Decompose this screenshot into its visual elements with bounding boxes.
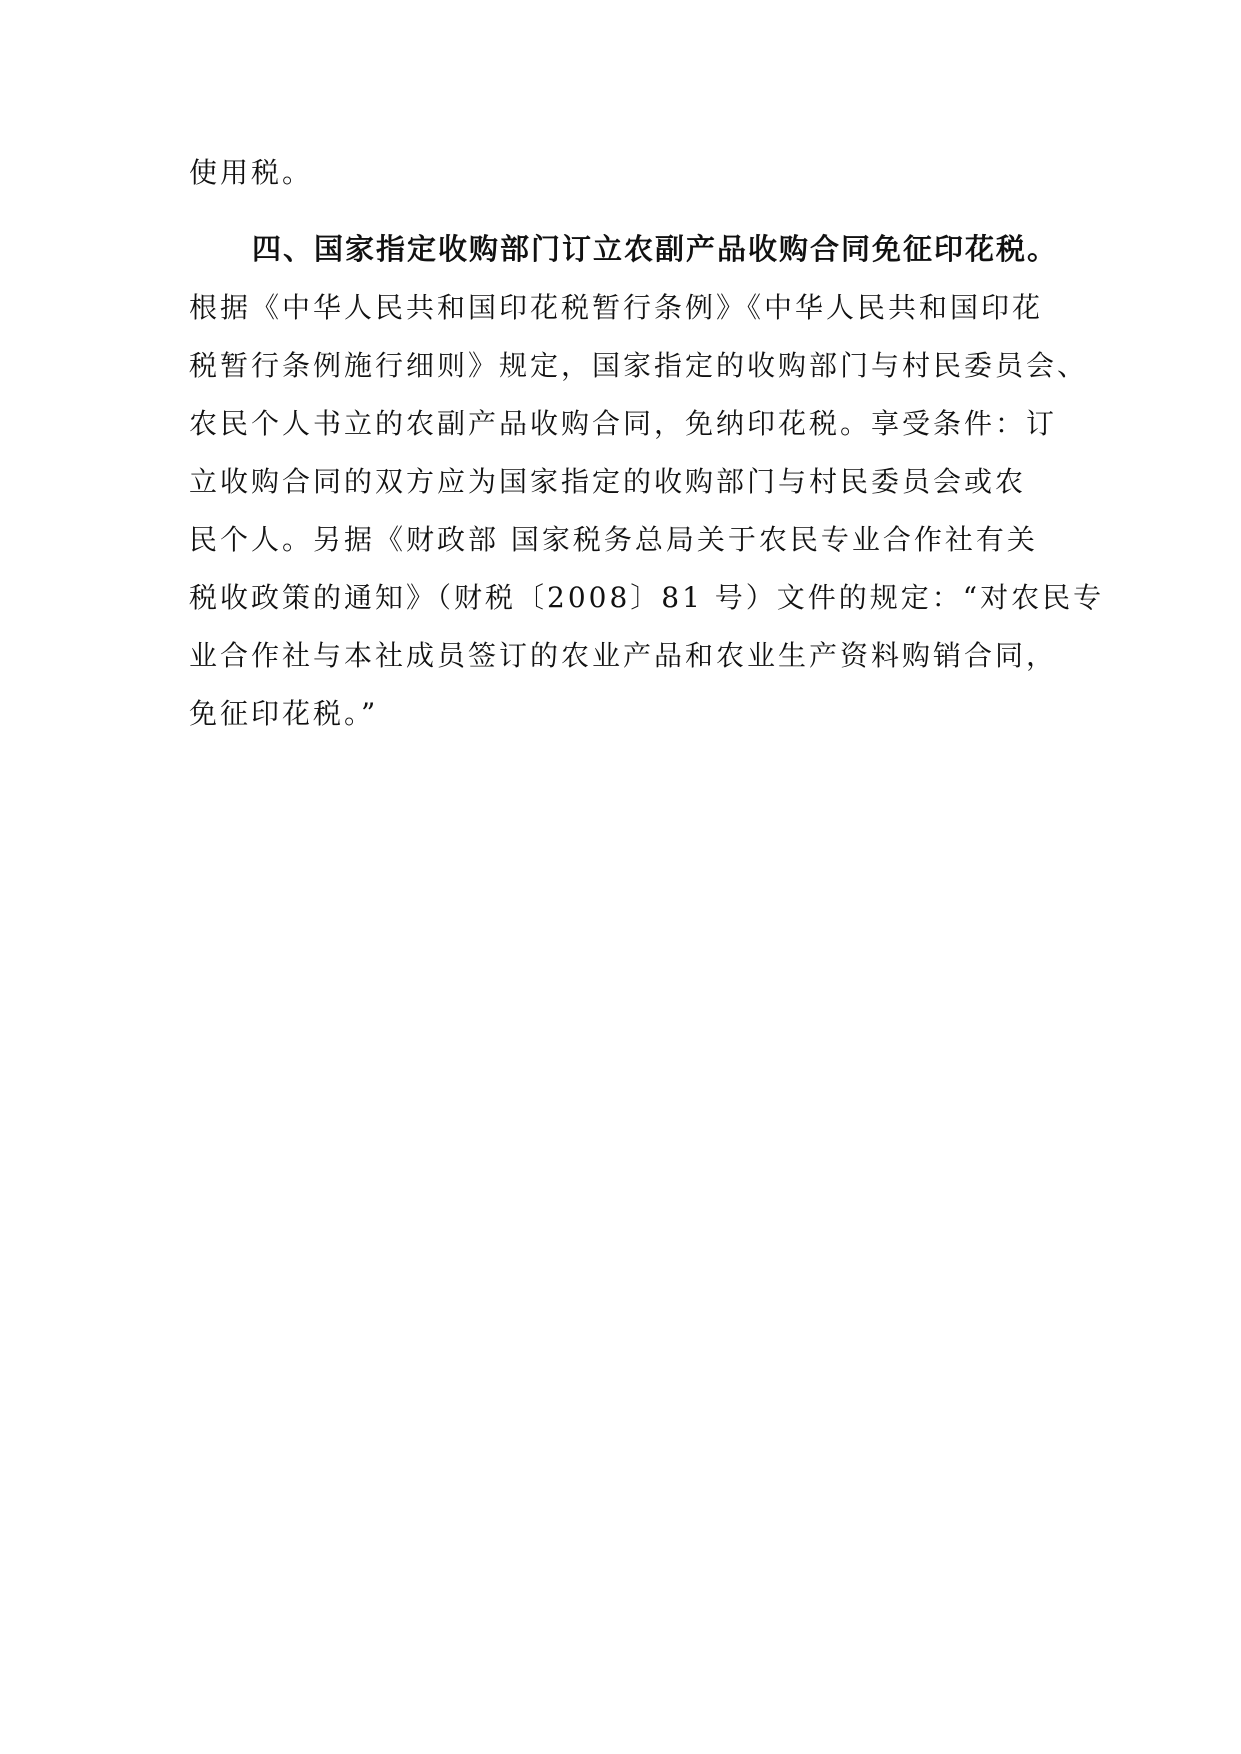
continued-text-line: 使用税。 [189,156,314,189]
body-line-3: 农民个人书立的农副产品收购合同，免纳印花税。享受条件：订 [189,407,1058,440]
body-line-2: 税暂行条例施行细则》规定，国家指定的收购部门与村民委员会、 [189,349,1089,382]
body-line-4: 立收购合同的双方应为国家指定的收购部门与村民委员会或农 [189,465,1027,498]
body-line-8: 免征印花税。” [189,697,379,730]
body-line-6: 税收政策的通知》（财税〔2008〕81 号）文件的规定：“对农民专 [189,581,1105,614]
body-line-1: 根据《中华人民共和国印花税暂行条例》《中华人民共和国印花 [189,291,1044,324]
body-line-5: 民个人。另据《财政部 国家税务总局关于农民专业合作社有关 [189,523,1038,556]
body-line-7: 业合作社与本社成员签订的农业产品和农业生产资料购销合同， [189,639,1058,672]
section-heading: 四、国家指定收购部门订立农副产品收购合同免征印花税。 [252,232,1059,266]
